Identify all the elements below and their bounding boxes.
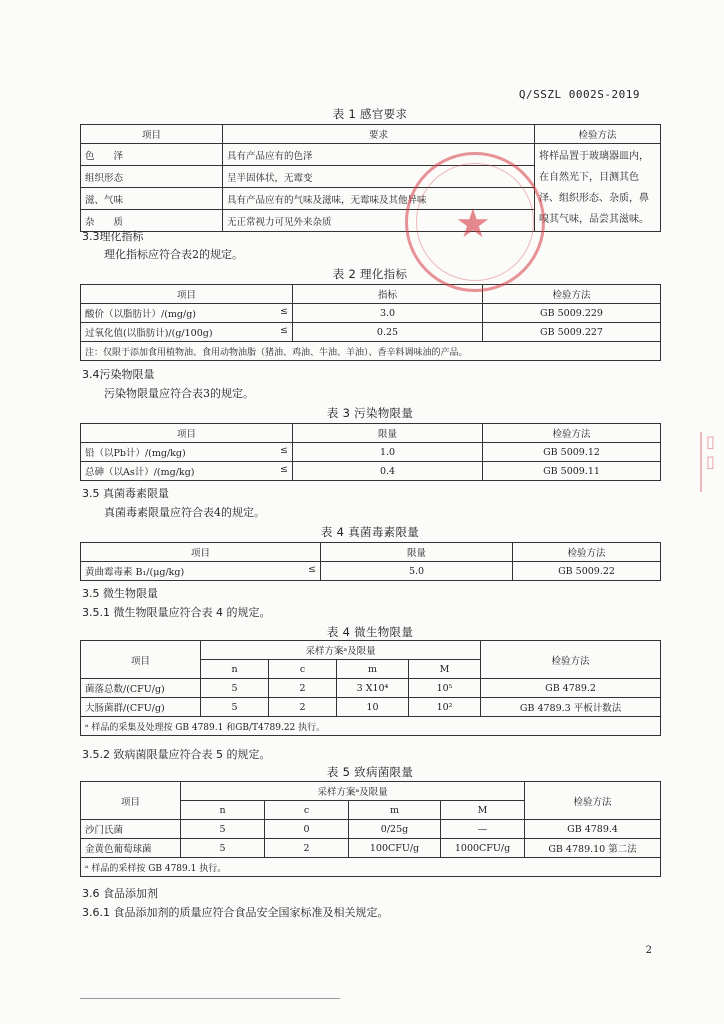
section-3-3-heading: 3.3理化指标 — [82, 230, 144, 243]
section-3-5-heading: 3.5 真菌毒素限量 — [82, 487, 169, 500]
table2-method: GB 5009.229 — [483, 304, 661, 323]
table4a-caption: 表 4 真菌毒素限量 — [320, 525, 420, 539]
table5-method: GB 4789.4 — [525, 820, 661, 839]
table5-subheader-c: c — [265, 801, 349, 820]
table4b-caption: 表 4 微生物限量 — [326, 625, 414, 639]
table4b-header-method: 检验方法 — [481, 641, 661, 679]
table4b-c: 2 — [269, 679, 337, 698]
section-3-4-heading: 3.4污染物限量 — [82, 368, 155, 381]
table5-note: ᵃ 样品的采样按 GB 4789.1 执行。 — [81, 858, 661, 877]
table4b-c: 2 — [269, 698, 337, 717]
table-row — [81, 304, 661, 323]
table2-note: 注：仅限于添加食用植物油、食用动物油脂（猪油、鸡油、牛油、羊油）、香辛料调味油的产品。 — [81, 342, 661, 361]
standard-code: Q/SSZL 0002S-2019 — [518, 88, 640, 101]
section-3-5-text: 真菌毒素限量应符合表4的规定。 — [104, 506, 265, 519]
table4b-header-plan: 采样方案ᵃ及限量 — [201, 641, 481, 660]
table-row — [81, 562, 661, 581]
table5-c: 2 — [265, 839, 349, 858]
table5-subheader-M: M — [441, 801, 525, 820]
table-row — [81, 462, 661, 481]
table3-header-method: 检验方法 — [483, 424, 661, 443]
table4a-value: 5.0 — [321, 562, 513, 581]
table1-item: 色 泽 — [81, 144, 223, 166]
table4b-note: ᵃ 样品的采集及处理按 GB 4789.1 和GB/T4789.22 执行。 — [81, 717, 661, 736]
table1-header-req: 要求 — [223, 125, 535, 144]
table5-item: 金黄色葡萄球菌 — [81, 839, 181, 858]
table5-c: 0 — [265, 820, 349, 839]
table4b-microbial — [80, 640, 661, 736]
table4a-item: 黄曲霉毒素 B₁/(μg/kg) — [85, 567, 185, 578]
table4b-M: 10⁵ — [409, 679, 481, 698]
table4a-mycotoxin — [80, 542, 661, 581]
table5-M: 1000CFU/g — [441, 839, 525, 858]
table2-value: 0.25 — [293, 323, 483, 342]
table1-header-item: 项目 — [81, 125, 223, 144]
table1-header-method: 检验方法 — [535, 125, 661, 144]
table5-method: GB 4789.10 第二法 — [525, 839, 661, 858]
table-row — [81, 820, 661, 839]
le-symbol: ≤ — [280, 464, 288, 475]
table4b-method: GB 4789.2 — [481, 679, 661, 698]
table5-header-item: 项目 — [81, 782, 181, 820]
table4a-method: GB 5009.22 — [513, 562, 661, 581]
table2-header-item: 项目 — [81, 285, 293, 304]
table3-contaminants — [80, 423, 661, 481]
table4a-header-method: 检验方法 — [513, 543, 661, 562]
section-3-5-micro-heading: 3.5 微生物限量 — [82, 587, 158, 600]
table4b-subheader-m: m — [337, 660, 409, 679]
table3-item: 铅（以Pb计）/(mg/kg) — [85, 448, 186, 459]
section-3-4-text: 污染物限量应符合表3的规定。 — [104, 387, 254, 400]
table1-sensory — [80, 124, 661, 232]
section-3-6-1-text: 3.6.1 食品添加剂的质量应符合食品安全国家标准及相关规定。 — [82, 906, 389, 919]
table5-caption: 表 5 致病菌限量 — [326, 765, 414, 779]
table4b-subheader-c: c — [269, 660, 337, 679]
table-row — [81, 323, 661, 342]
table4b-subheader-M: M — [409, 660, 481, 679]
section-3-6-heading: 3.6 食品添加剂 — [82, 887, 158, 900]
table1-method: 将样品置于玻璃器皿内，在自然光下，目测其色泽、组织形态、杂质，鼻嗅其气味，品尝其滋味。 — [535, 144, 661, 232]
table-row — [81, 679, 661, 698]
table3-value: 0.4 — [293, 462, 483, 481]
table5-n: 5 — [181, 839, 265, 858]
table2-item: 酸价（以脂肪计）/(mg/g) — [85, 309, 196, 320]
table3-header-limit: 限量 — [293, 424, 483, 443]
table4b-M: 10² — [409, 698, 481, 717]
page-edge-stamp: ▯ ▯ — [700, 432, 724, 492]
table4b-subheader-n: n — [201, 660, 269, 679]
table2-method: GB 5009.227 — [483, 323, 661, 342]
table4b-m: 3 X10⁴ — [337, 679, 409, 698]
table2-caption: 表 2 理化指标 — [332, 267, 408, 281]
section-3-5-1-text: 3.5.1 微生物限量应符合表 4 的规定。 — [82, 606, 271, 619]
table3-method: GB 5009.11 — [483, 462, 661, 481]
table4b-n: 5 — [201, 679, 269, 698]
table3-method: GB 5009.12 — [483, 443, 661, 462]
table2-physchem — [80, 284, 661, 361]
table-row — [81, 443, 661, 462]
table3-item: 总砷（以As计）/(mg/kg) — [85, 467, 195, 478]
table4a-header-limit: 限量 — [321, 543, 513, 562]
seal-star-icon: ★ — [455, 201, 491, 247]
table4b-method: GB 4789.3 平板计数法 — [481, 698, 661, 717]
table5-m: 0/25g — [349, 820, 441, 839]
table3-header-item: 项目 — [81, 424, 293, 443]
le-symbol: ≤ — [280, 325, 288, 336]
table1-req: 呈半固体状，无霉变 — [223, 166, 535, 188]
table-row — [81, 698, 661, 717]
table4b-item: 菌落总数/(CFU/g) — [81, 679, 201, 698]
page-number: 2 — [645, 945, 652, 956]
table5-header-method: 检验方法 — [525, 782, 661, 820]
table3-caption: 表 3 污染物限量 — [326, 406, 414, 420]
table5-header-plan: 采样方案ᵃ及限量 — [181, 782, 525, 801]
table5-M: — — [441, 820, 525, 839]
table5-n: 5 — [181, 820, 265, 839]
table2-item: 过氧化值(以脂肪计)/(g/100g) — [85, 328, 213, 339]
section-3-5-2-text: 3.5.2 致病菌限量应符合表 5 的规定。 — [82, 748, 271, 761]
table5-m: 100CFU/g — [349, 839, 441, 858]
table1-req: 具有产品应有的气味及滋味，无霉味及其他异味 — [223, 188, 535, 210]
table1-item: 杂 质 — [81, 210, 223, 232]
section-3-3-text: 理化指标应符合表2的规定。 — [104, 248, 243, 261]
table-row — [81, 144, 661, 166]
table4b-header-item: 项目 — [81, 641, 201, 679]
le-symbol: ≤ — [280, 306, 288, 317]
le-symbol: ≤ — [308, 564, 316, 575]
table2-header-value: 指标 — [293, 285, 483, 304]
table4a-header-item: 项目 — [81, 543, 321, 562]
table1-caption: 表 1 感官要求 — [332, 107, 408, 121]
table1-item: 组织形态 — [81, 166, 223, 188]
table5-subheader-n: n — [181, 801, 265, 820]
footer-divider — [80, 998, 340, 999]
table1-req: 具有产品应有的色泽 — [223, 144, 535, 166]
table1-req: 无正常视力可见外来杂质 — [223, 210, 535, 232]
table4b-m: 10 — [337, 698, 409, 717]
table-row — [81, 839, 661, 858]
table5-pathogens — [80, 781, 661, 877]
le-symbol: ≤ — [280, 445, 288, 456]
table3-value: 1.0 — [293, 443, 483, 462]
table4b-n: 5 — [201, 698, 269, 717]
table2-header-method: 检验方法 — [483, 285, 661, 304]
table5-item: 沙门氏菌 — [81, 820, 181, 839]
table1-item: 滋、气味 — [81, 188, 223, 210]
table5-subheader-m: m — [349, 801, 441, 820]
table4b-item: 大肠菌群/(CFU/g) — [81, 698, 201, 717]
table2-value: 3.0 — [293, 304, 483, 323]
